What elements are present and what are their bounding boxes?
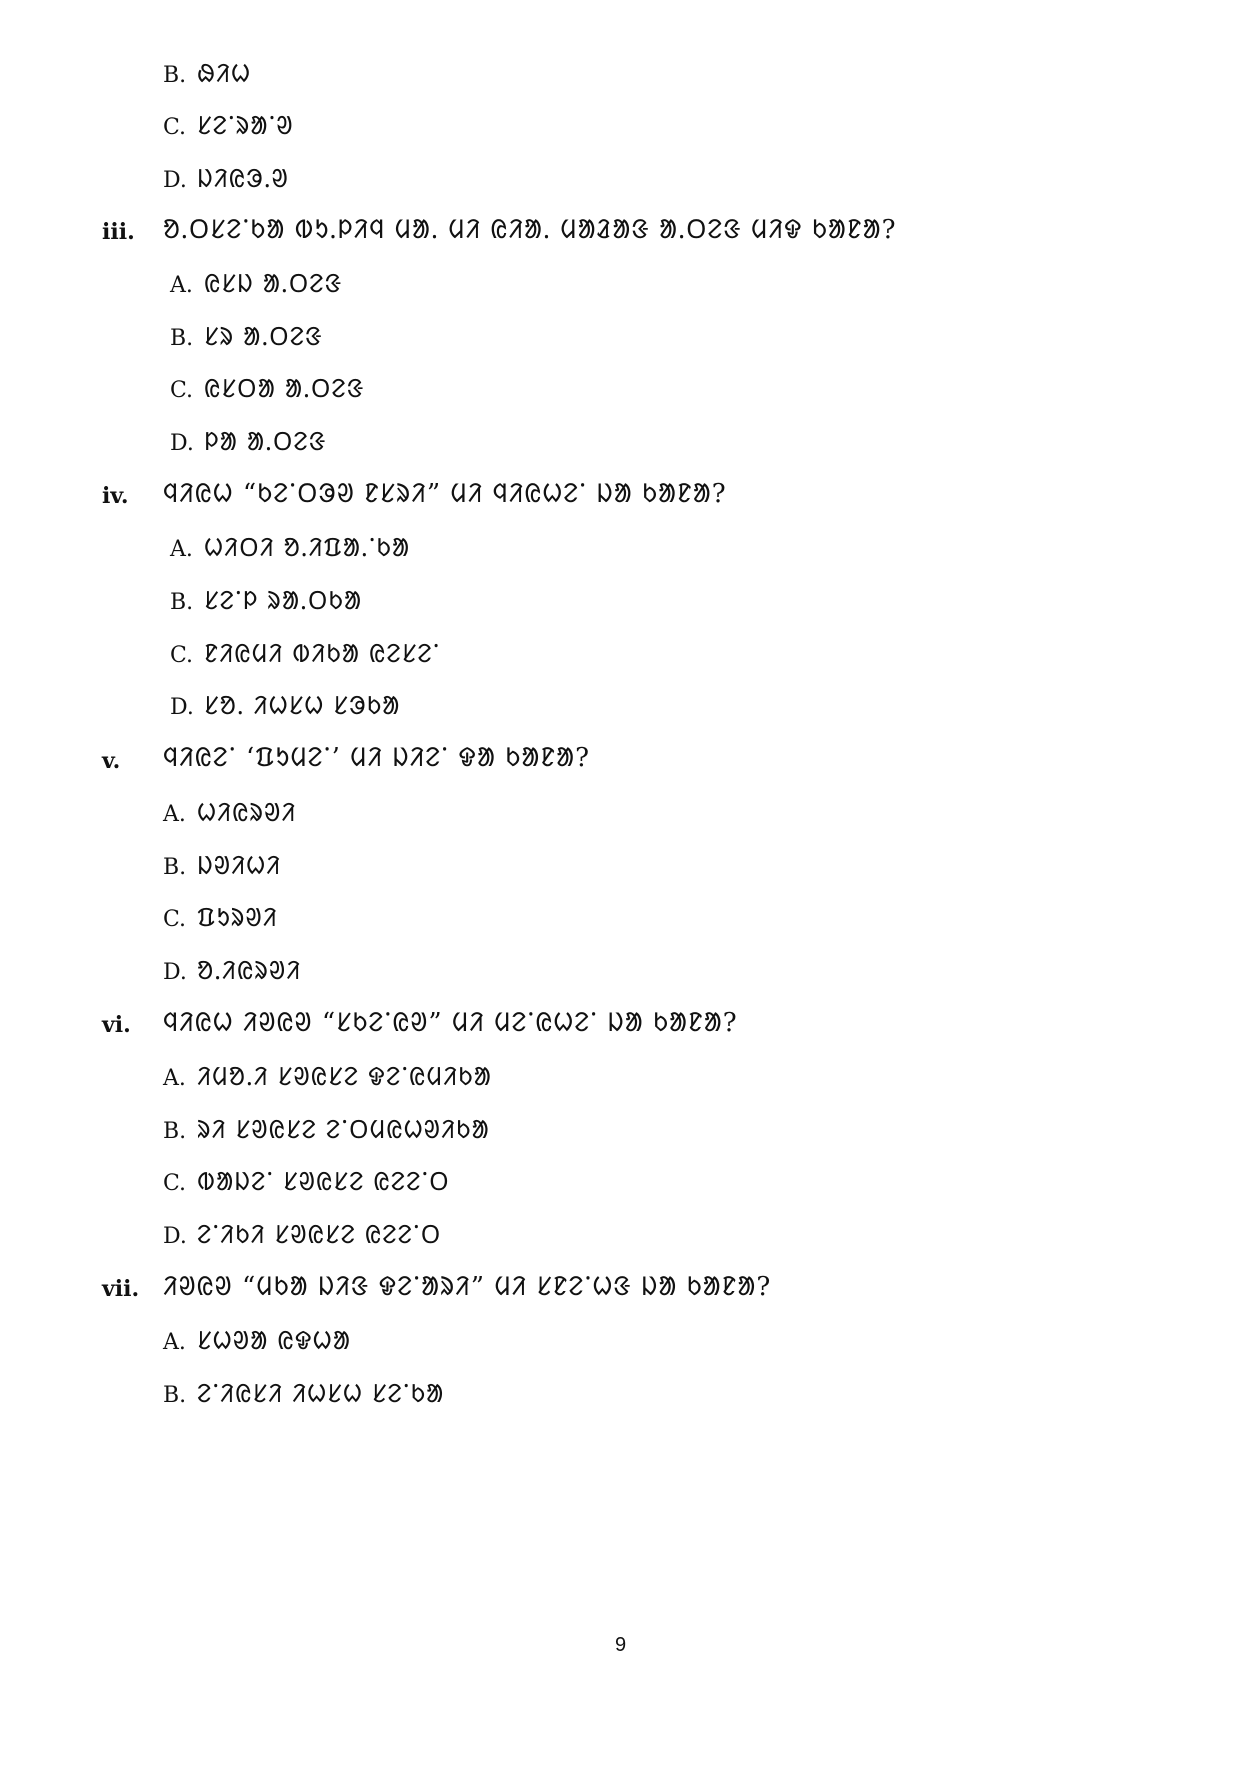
option-label: A. bbox=[163, 1066, 186, 1091]
option-text: ᱥᱨ ᱟᱹᱛᱮᱝ bbox=[204, 322, 323, 351]
option-text: ᱯᱩᱨᱣᱤ bbox=[197, 903, 278, 932]
option-text: ᱦᱤᱛᱤ ᱚᱹᱤᱯᱟᱹᱸᱠᱟ bbox=[204, 533, 411, 562]
option-label: D. bbox=[170, 695, 194, 720]
option-label: B. bbox=[163, 63, 187, 88]
option-item bbox=[163, 1325, 351, 1359]
option-label: C. bbox=[163, 907, 187, 932]
question-number: iv. bbox=[102, 483, 129, 509]
option-item bbox=[163, 1219, 441, 1253]
option-label: A. bbox=[163, 1330, 186, 1355]
option-text: ᱭᱥᱛᱟ ᱟᱹᱛᱮᱝ bbox=[204, 374, 365, 403]
option-text: ᱚᱹᱤᱭᱨᱣᱤ bbox=[197, 956, 302, 985]
option-item bbox=[163, 110, 294, 144]
question-number: iii. bbox=[102, 219, 135, 245]
option-item bbox=[170, 585, 362, 619]
option-item bbox=[163, 797, 296, 831]
option-label: A. bbox=[170, 537, 193, 562]
option-item bbox=[163, 850, 281, 884]
option-text: ᱨᱤ ᱥᱣᱭᱥᱮ ᱮᱸᱛᱢᱭᱦᱣᱤᱠᱟ bbox=[197, 1115, 490, 1144]
option-text: ᱡᱣᱤᱦᱤ bbox=[197, 851, 282, 880]
option-text: ᱞᱟ ᱟᱹᱛᱮᱝ bbox=[204, 427, 327, 456]
option-item bbox=[163, 58, 251, 92]
question-text: ᱧᱤᱭᱮᱸ ‘ᱯᱩᱢᱮᱸ’ ᱢᱤ ᱡᱤᱮᱸ ᱫᱟ ᱠᱟᱱᱟ? bbox=[163, 743, 591, 773]
option-item bbox=[163, 955, 301, 989]
option-label: C. bbox=[170, 643, 194, 668]
option-item bbox=[163, 1114, 490, 1148]
option-text: ᱥᱮᱸᱨᱟᱸᱣ bbox=[197, 111, 294, 140]
option-item bbox=[170, 638, 440, 672]
option-label: D. bbox=[170, 431, 194, 456]
option-label: C. bbox=[170, 378, 194, 403]
option-item bbox=[170, 321, 323, 355]
option-label: B. bbox=[163, 1383, 187, 1408]
option-label: D. bbox=[163, 168, 187, 193]
question-text: ᱤᱣᱭᱣ “ᱢᱠᱟ ᱡᱤᱝ ᱫᱮᱸᱟᱨᱤ” ᱢᱤ ᱥᱱᱮᱸᱦᱝ ᱡᱟ ᱠᱟᱱᱟ? bbox=[163, 1272, 772, 1302]
option-item bbox=[163, 902, 278, 936]
option-label: A. bbox=[163, 802, 186, 827]
option-item bbox=[170, 532, 410, 566]
question-number: v. bbox=[102, 748, 121, 774]
option-text: ᱵᱟᱡᱮᱸ ᱥᱣᱭᱥᱮ ᱭᱮᱮᱸᱛ bbox=[197, 1167, 450, 1196]
option-text: ᱮᱸᱤᱠᱤ ᱥᱣᱭᱥᱮ ᱭᱮᱮᱸᱛ bbox=[197, 1220, 442, 1249]
option-label: C. bbox=[163, 1171, 187, 1196]
option-text: ᱥᱦᱣᱟ ᱭᱫᱦᱟ bbox=[197, 1326, 352, 1355]
option-item bbox=[170, 373, 365, 407]
option-item bbox=[163, 1166, 450, 1200]
option-text: ᱡᱤᱭᱳᱹᱣ bbox=[197, 164, 289, 193]
question-text: ᱧᱤᱭᱦ “ᱠᱮᱸᱛᱳᱣ ᱱᱥᱨᱤ” ᱢᱤ ᱧᱤᱭᱦᱮᱸ ᱡᱟ ᱠᱟᱱᱟ? bbox=[163, 479, 727, 509]
option-label: D. bbox=[163, 960, 187, 985]
question-text: ᱚᱹᱛᱥᱮᱸᱠᱟ ᱵᱩᱹᱞᱤᱧ ᱢᱟᱹ ᱢᱤ ᱭᱤᱟᱹ ᱢᱟᱲᱟᱝ ᱟᱹᱛᱮᱝ ᱢᱤᱫ ᱠᱟᱱᱟ? bbox=[163, 215, 897, 245]
option-item bbox=[163, 1378, 444, 1412]
option-text: ᱮᱸᱤᱭᱥᱤ ᱤᱦᱥᱦ ᱥᱮᱸᱠᱟ bbox=[197, 1379, 445, 1408]
page-number: 9 bbox=[614, 1634, 627, 1656]
option-label: B. bbox=[170, 590, 194, 615]
option-text: ᱤᱢᱚᱹᱤ ᱥᱣᱭᱥᱮ ᱫᱮᱸᱭᱢᱤᱠᱟ bbox=[197, 1062, 492, 1091]
option-text: ᱷᱤᱦ bbox=[197, 59, 252, 88]
option-item bbox=[170, 426, 327, 460]
option-item bbox=[163, 163, 289, 197]
option-text: ᱥᱚᱹ ᱤᱦᱥᱦ ᱥᱳᱠᱟ bbox=[204, 691, 401, 720]
option-label: D. bbox=[163, 1224, 187, 1249]
option-item bbox=[170, 268, 342, 302]
option-item bbox=[163, 1061, 492, 1095]
option-label: B. bbox=[170, 326, 194, 351]
option-label: C. bbox=[163, 115, 187, 140]
question-number: vii. bbox=[102, 1276, 140, 1302]
option-label: B. bbox=[163, 1119, 187, 1144]
option-label: B. bbox=[163, 855, 187, 880]
question-text: ᱧᱤᱭᱦ ᱤᱣᱭᱣ “ᱥᱠᱮᱸᱭᱣ” ᱢᱤ ᱢᱮᱸᱭᱦᱮᱸ ᱡᱟ ᱠᱟᱱᱟ? bbox=[163, 1008, 738, 1038]
question-number: vi. bbox=[102, 1012, 131, 1038]
option-text: ᱥᱮᱸᱞ ᱨᱟᱹᱛᱠᱟ bbox=[204, 586, 363, 615]
option-label: A. bbox=[170, 273, 193, 298]
option-text: ᱭᱥᱡ ᱟᱹᱛᱮᱝ bbox=[204, 269, 343, 298]
option-item bbox=[170, 690, 400, 724]
option-text: ᱦᱤᱭᱨᱣᱤ bbox=[197, 798, 297, 827]
option-text: ᱱᱤᱭᱢᱤ ᱵᱤᱠᱟ ᱭᱮᱥᱮᱸ bbox=[204, 639, 441, 668]
